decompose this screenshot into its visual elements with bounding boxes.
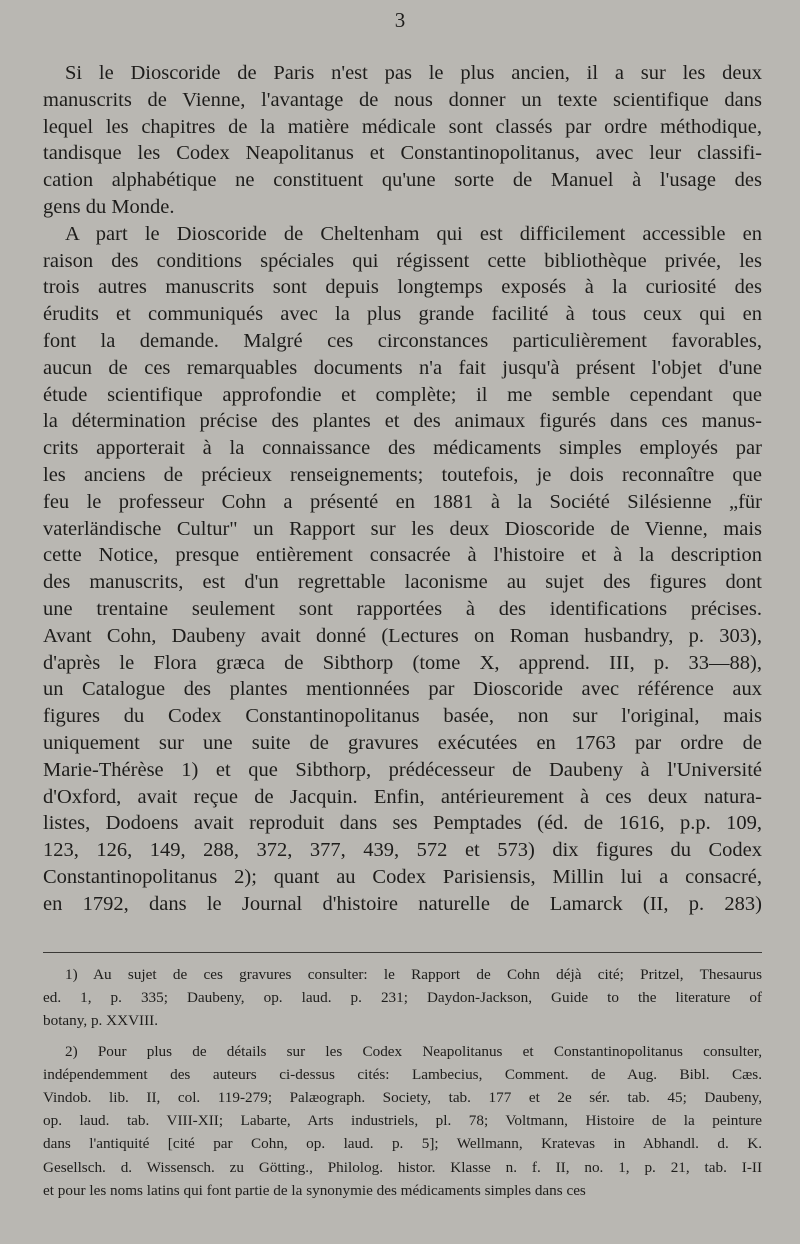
text-line: lequel les chapitres de la matière médicale sont classés par ordre méthodique, (43, 115, 762, 138)
footnote-line: 2) Pour plus de détails sur les Codex Neapolitanus et Constantinopolitanus consulter, (65, 1042, 762, 1060)
text-line: trois autres manuscrits sont depuis longtemps exposés à la curiosité des (43, 276, 762, 299)
text-line: la détermination précise des plantes et des animaux figurés dans ces manus- (43, 410, 762, 433)
text-line: une trentaine seulement sont rapportées à des identifications précises. (43, 597, 762, 620)
text-line: cation alphabétique ne constituent qu'une sorte de Manuel à l'usage des (43, 169, 762, 192)
body-text (43, 60, 762, 971)
text-line: A part le Dioscoride de Cheltenham qui est difficilement accessible en (65, 222, 762, 245)
text-line: Marie-Thérèse 1) et que Sibthorp, prédécesseur de Daubeny à l'Université (43, 758, 762, 781)
text-line: figures du Codex Constantinopolitanus basée, non sur l'original, mais (43, 705, 762, 728)
text-line: raison des conditions spéciales qui régissent cette bibliothèque privée, les (43, 249, 762, 272)
text-line: crits apporterait à la connaissance des médicaments simples employés par (43, 437, 762, 460)
text-line: Constantinopolitanus 2); quant au Codex Parisiensis, Millin lui a consacré, (43, 865, 762, 888)
footnote-line: dans l'antiquité [cité par Cohn, op. laud. p. 5]; Wellmann, Kratevas in Abhandl. d. K. (43, 1135, 762, 1153)
footnote-line: et pour les noms latins qui font partie de la synonymie des médicaments simples dans ces (43, 1181, 586, 1199)
paragraph (43, 221, 762, 971)
text-line: d'Oxford, avait reçue de Jacquin. Enfin, antérieurement à ces deux natura- (43, 785, 762, 808)
text-line: vaterländische Cultur" un Rapport sur les deux Dioscoride de Vienne, mais (43, 517, 762, 540)
text-line: érudits et communiqués avec la plus grande facilité à tous ceux qui en (43, 303, 762, 326)
text-line: aucun de ces remarquables documents n'a fait jusqu'à présent l'objet d'une (43, 356, 762, 379)
text-line: feu le professeur Cohn a présenté en 1881 à la Société Silésienne „für (43, 490, 762, 513)
text-line: les anciens de précieux renseignements; toutefois, je dois reconnaître que (43, 463, 762, 486)
footnote-line: Gesellsch. d. Wissensch. zu Götting., Philolog. histor. Klasse n. f. II, no. 1, p. 21, tab. I-II (43, 1158, 762, 1176)
text-line (43, 918, 762, 945)
footnote-line: indépendemment des auteurs ci-dessus cités: Lambecius, Comment. de Aug. Bibl. Cæs. (43, 1065, 762, 1083)
footnote-gap (43, 1033, 762, 1040)
footnote (43, 1040, 762, 1202)
footnote-line: 1) Au sujet de ces gravures consulter: le Rapport de Cohn déjà cité; Pritzel, Thesaurus (65, 966, 762, 983)
text-line: un Catalogue des plantes mentionnées par Dioscoride avec référence aux (43, 678, 762, 701)
text-line: tandisque les Codex Neapolitanus et Constantinopolitanus, avec leur classifi- (43, 142, 762, 165)
footnote-line: Vindob. lib. II, col. 119-279; Palæograph. Society, tab. 177 et 2e sér. tab. 45; Daubeny, (43, 1088, 762, 1106)
paragraph (43, 60, 762, 221)
text-line: uniquement sur une suite de gravures exécutées en 1763 par ordre de (43, 731, 762, 754)
text-line: 123, 126, 149, 288, 372, 377, 439, 572 et 573) dix figures du Codex (43, 839, 762, 862)
text-line: en 1792, dans le Journal d'histoire naturelle de Lamarck (II, p. 283) (43, 892, 762, 915)
footnote (43, 963, 762, 1033)
page-number: 3 (394, 8, 406, 32)
text-line: étude scientifique approfondie et complète; il me semble cependant que (43, 383, 762, 406)
text-line: des manuscrits, est d'un regrettable laconisme au sujet des figures dont (43, 571, 762, 594)
footnote-line: ed. 1, p. 335; Daubeny, op. laud. p. 231; Daydon-Jackson, Guide to the literature of (43, 989, 762, 1007)
text-line: d'après le Flora græca de Sibthorp (tome X, apprend. III, p. 33—88), (43, 651, 762, 674)
footnote-line: op. laud. tab. VIII-XII; Labarte, Arts industriels, pl. 78; Voltmann, Histoire de la peinture (43, 1112, 762, 1130)
footnote-line: botany, p. XXVIII. (43, 1012, 159, 1030)
text-line: Avant Cohn, Daubeny avait donné (Lectures on Roman husbandry, p. 303), (43, 624, 762, 647)
footnote-divider (43, 952, 762, 953)
text-line: manuscrits de Vienne, l'avantage de nous donner un texte scientifique dans (43, 88, 762, 111)
footnotes (43, 963, 762, 1202)
text-line: cette Notice, presque entièrement consacrée à l'histoire et à la description (43, 544, 762, 567)
text-line: gens du Monde. (43, 195, 175, 218)
text-line: listes, Dodoens avait reproduit dans ses Pemptades (éd. de 1616, p.p. 109, (43, 812, 762, 835)
text-line: font la demande. Malgré ces circonstances particulièrement favorables, (43, 329, 762, 352)
text-line: Si le Dioscoride de Paris n'est pas le plus ancien, il a sur les deux (65, 62, 762, 84)
